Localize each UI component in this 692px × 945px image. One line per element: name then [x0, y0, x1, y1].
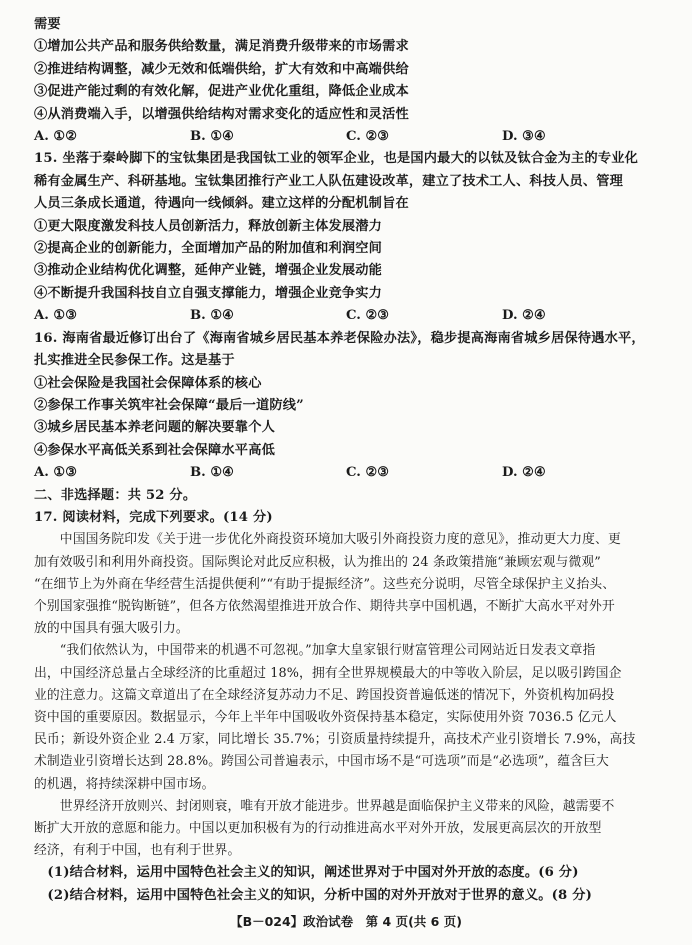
material-line: 断扩大开放的意愿和能力。中国以更加积极有为的行动推进高水平对外开放，发展更高层次的开放型 — [34, 820, 602, 836]
material-line: “我们依然认为，中国带来的机遇不可忽视。”加拿大皇家银行财富管理公司网站近日发表文章指 — [34, 643, 596, 659]
question-stem: 16. 海南省最近修订出台了《海南省城乡居民基本养老保险办法》，稳步提高海南省城乡居保待遇水平， — [34, 330, 645, 346]
option-d: D. ②④ — [502, 465, 546, 481]
question-17 — [34, 507, 664, 907]
section-heading: 二、非选择题：共 52 分。 — [34, 487, 197, 503]
sub-question: (2)结合材料，运用中国特色社会主义的知识，分析中国的对外开放对于世界的意义。(8 分) — [34, 887, 593, 903]
answer-options — [34, 126, 664, 148]
option-a: A. ①② — [34, 129, 78, 145]
option-c: C. ②③ — [346, 465, 390, 481]
choice-item: ①社会保险是我国社会保障体系的核心 — [34, 375, 262, 391]
choice-item: ①增加公共产品和服务供给数量，满足消费升级带来的市场需求 — [34, 39, 409, 55]
question-stem: 人员三条成长通道，待遇向一线倾斜。建立这样的分配机制旨在 — [34, 196, 409, 212]
material-line: 业的注意力。这篇文章道出了在全球经济复苏动力不足、跨国投资普遍低迷的情况下，外资机构加码投 — [34, 687, 615, 703]
choice-item: ②推进结构调整，减少无效和低端供给，扩大有效和中高端供给 — [34, 61, 409, 77]
option-b: B. ①④ — [190, 465, 234, 481]
question-16 — [34, 328, 664, 485]
question-14-tail — [34, 14, 664, 148]
question-stem: 稀有金属生产、科研基地。宝钛集团推行产业工人队伍建设改革，建立了技术工人、科技人员、管理 — [34, 173, 624, 189]
question-15 — [34, 148, 664, 327]
material-line: 放的中国具有强大吸引力。 — [34, 621, 189, 637]
material-line: 民币；新设外资企业 2.4 万家，同比增长 35.7%；引资质量持续提升，高技术产业引资增长 7.9%，高技 — [34, 732, 636, 748]
option-c: C. ②③ — [346, 308, 390, 324]
material-line: 加有效吸引和利用外商投资。国际舆论对此反应积极，认为推出的 24 条政策措施“兼顾宏观与微观” — [34, 554, 601, 570]
choice-item: ②提高企业的创新能力，全面增加产品的附加值和利润空间 — [34, 241, 383, 257]
material-line: 世界经济开放则兴、封闭则衰，唯有开放才能进步。世界越是面临保护主义带来的风险，越需要不 — [34, 798, 615, 814]
choice-item: ③城乡居民基本养老问题的解决要靠个人 — [34, 420, 275, 436]
question-title: 17. 阅读材料，完成下列要求。(14 分) — [34, 509, 273, 525]
option-a: A. ①③ — [34, 308, 78, 324]
choice-item: ③促进产能过剩的有效化解，促进产业优化重组，降低企业成本 — [34, 84, 409, 100]
page-footer: 【B－024】政治试卷 第 4 页(共 6 页) — [230, 914, 462, 929]
choice-item: ③推动企业结构优化调整，延伸产业链，增强企业发展动能 — [34, 263, 383, 279]
material-line: 出，中国经济总量占全球经济的比重超过 18%，拥有全世界规模最大的中等收入阶层，足以吸引跨国企 — [34, 665, 622, 681]
choice-item: ④参保水平高低关系到社会保障水平高低 — [34, 442, 275, 458]
sub-question: (1)结合材料，运用中国特色社会主义的知识，阐述世界对于中国对外开放的态度。(6 分) — [34, 865, 579, 881]
option-b: B. ①④ — [190, 129, 234, 145]
option-d: D. ②④ — [502, 308, 546, 324]
option-b: B. ①④ — [190, 308, 234, 324]
choice-item: ④从消费端入手，以增强供给结构对需求变化的适应性和灵活性 — [34, 106, 409, 122]
material-line: 术制造业引资增长达到 28.8%。跨国公司普遍表示，中国市场不是“可选项”而是“必选项”，蕴含巨大 — [34, 754, 609, 770]
choice-item: ④不断提升我国科技自立自强支撑能力，增强企业竞争实力 — [34, 285, 383, 301]
question-stem: 扎实推进全民参保工作。这是基于 — [34, 353, 235, 369]
choice-item: ②参保工作事关筑牢社会保障“最后一道防线” — [34, 397, 304, 413]
choice-item: ①更大限度激发科技人员创新活力，释放创新主体发展潜力 — [34, 218, 383, 234]
answer-options — [34, 305, 664, 327]
material-line: 中国国务院印发《关于进一步优化外商投资环境加大吸引外商投资力度的意见》，推动更大力度、更 — [34, 532, 621, 548]
option-d: D. ③④ — [502, 129, 546, 145]
option-a: A. ①③ — [34, 465, 78, 481]
answer-options — [34, 462, 664, 484]
material-line: 经济，有利于中国，也有利于世界。 — [34, 843, 241, 859]
material-line: “在细节上为外商在华经营生活提供便利”“有助于提振经济”。这些充分说明，尽管全球保护主义抬头、 — [34, 576, 616, 592]
option-c: C. ②③ — [346, 129, 390, 145]
material-line: 的机遇，将持续深耕中国市场。 — [34, 776, 215, 792]
question-stem: 需要 — [34, 17, 61, 32]
material-line: 个别国家强推“脱钩断链”，但各方依然渴望推进开放合作、期待共享中国机遇，不断扩大高水平对外开 — [34, 598, 615, 614]
material-line: 资中国的重要原因。数据显示，今年上半年中国吸收外资保持基本稳定，实际使用外资 7036.5 亿元人 — [34, 709, 617, 725]
question-stem: 15. 坐落于秦岭脚下的宝钛集团是我国钛工业的领军企业，也是国内最大的以钛及钛合金为主的专业化 — [34, 151, 638, 167]
